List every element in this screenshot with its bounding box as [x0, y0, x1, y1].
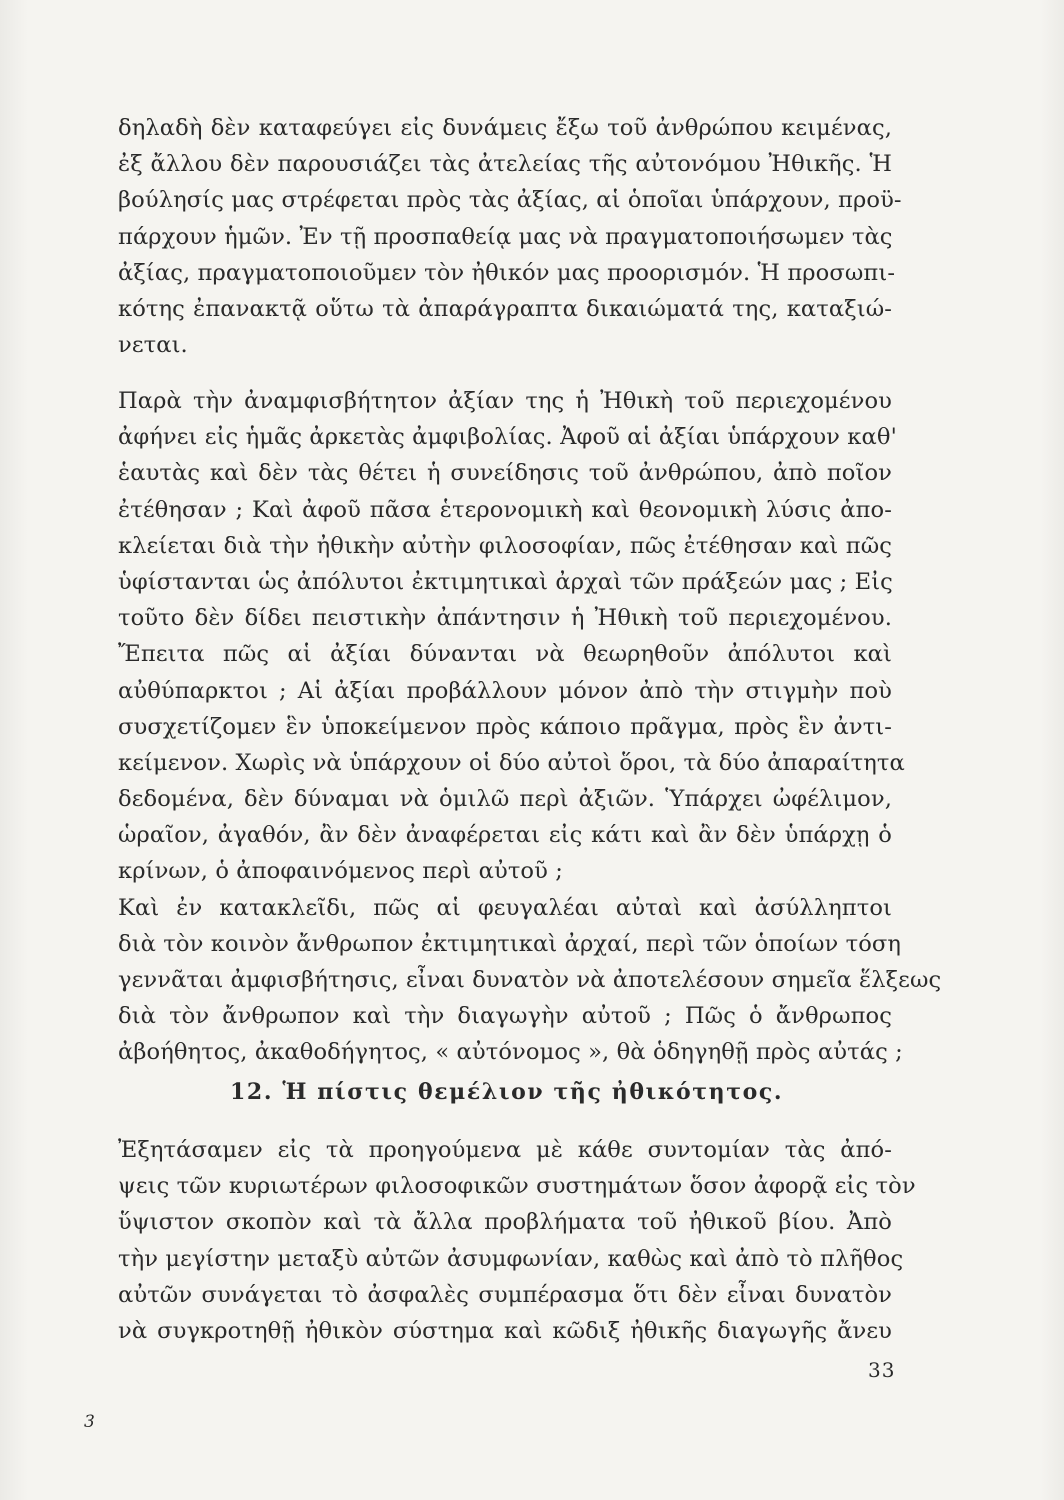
text-line: ἑαυτὰς καὶ δὲν τὰς θέτει ἡ συνείδησις τοῦ ἀνθρώπου, ἀπὸ ποῖον	[118, 460, 892, 487]
text-line: ἀβοήθητος, ἀκαθοδήγητος, « αὐτόνομος », θὰ ὁδηγηθῇ πρὸς αὐτάς ;	[118, 1039, 903, 1066]
text-line: κλείεται διὰ τὴν ἠθικὴν αὐτὴν φιλοσοφίαν, πῶς ἐτέθησαν καὶ πῶς	[118, 532, 892, 559]
text-line: τὴν μεγίστην μεταξὺ αὐτῶν ἀσυμφωνίαν, καθὼς καὶ ἀπὸ τὸ πλῆθος	[118, 1245, 904, 1272]
text-line: γεννᾶται ἀμφισβήτησις, εἶναι δυνατὸν νὰ ἀποτελέσουν σημεῖα ἕλξεως	[118, 967, 942, 993]
text-block-bottom	[118, 1132, 916, 1349]
text-line: τοῦτο δὲν δίδει πειστικὴν ἀπάντησιν ἡ Ἠθικὴ τοῦ περιεχομένου.	[118, 605, 892, 632]
text-line: ψεις τῶν κυριωτέρων φιλοσοφικῶν συστημάτων ὅσον ἀφορᾷ εἰς τὸν	[118, 1173, 916, 1200]
text-line: αὐτῶν συνάγεται τὸ ἀσφαλὲς συμπέρασμα ὅτι δὲν εἶναι δυνατὸν	[118, 1281, 892, 1308]
text-line: Παρὰ τὴν ἀναμφισβήτητον ἀξίαν της ἡ Ἠθικὴ τοῦ περιεχομένου	[118, 388, 892, 414]
text-line: βούλησίς μας στρέφεται πρὸς τὰς ἀξίας, αἱ ὁποῖαι ὑπάρχουν, προϋ-	[118, 187, 902, 214]
text-line: κότης ἐπανακτᾷ οὕτω τὰ ἀπαράγραπτα δικαιώματά της, καταξιώ-	[118, 295, 892, 322]
text-line: ὑφίστανται ὡς ἀπόλυτοι ἐκτιμητικαὶ ἀρχαὶ τῶν πράξεών μας ; Εἰς	[118, 568, 893, 595]
text-line: Ἐξητάσαμεν εἰς τὰ προηγούμενα μὲ κάθε συντομίαν τὰς ἀπό-	[118, 1137, 892, 1163]
text-line: διὰ τὸν κοινὸν ἄνθρωπον ἐκτιμητικαὶ ἀρχαί, περὶ τῶν ὁποίων τόση	[118, 930, 902, 957]
signature-mark: 3	[84, 1412, 95, 1432]
text-line: νεται.	[118, 332, 188, 359]
text-line: νὰ συγκροτηθῇ ἠθικὸν σύστημα καὶ κῶδιξ ἠθικῆς διαγωγῆς ἄνευ	[118, 1317, 892, 1344]
text-line: ὕψιστον σκοπὸν καὶ τὰ ἄλλα προβλήματα τοῦ ἠθικοῦ βίου. Ἀπὸ	[118, 1209, 892, 1236]
text-line: πάρχουν ἡμῶν. Ἐν τῇ προσπαθείᾳ μας νὰ πραγματοποιήσωμεν τὰς	[118, 223, 893, 250]
text-line: ἀξίας, πραγματοποιοῦμεν τὸν ἠθικόν μας προορισμόν. Ἡ προσωπι-	[118, 259, 896, 286]
text-line: Ἔπειτα πῶς αἱ ἀξίαι δύνανται νὰ θεωρηθοῦν ἀπόλυτοι καὶ	[118, 641, 892, 668]
text-line: ὡραῖον, ἀγαθόν, ἂν δὲν ἀναφέρεται εἰς κάτι καὶ ἂν δὲν ὑπάρχῃ ὁ	[118, 822, 892, 849]
text-line: συσχετίζομεν ἓν ὑποκείμενον πρὸς κάποιο πρᾶγμα, πρὸς ἓν ἀντι-	[118, 713, 892, 740]
page-number: 33	[868, 1358, 896, 1382]
text-line: αὐθύπαρκτοι ; Αἱ ἀξίαι προβάλλουν μόνον ἀπὸ τὴν στιγμὴν ποὺ	[118, 677, 892, 704]
text-line: δηλαδὴ δὲν καταφεύγει εἰς δυνάμεις ἔξω τοῦ ἀνθρώπου κειμένας,	[118, 115, 892, 141]
text-line: Καὶ ἐν κατακλεῖδι, πῶς αἱ φευγαλέαι αὐταὶ καὶ ἀσύλληπτοι	[118, 894, 892, 921]
text-line: ἐτέθησαν ; Καὶ ἀφοῦ πᾶσα ἑτερονομικὴ καὶ θεονομικὴ λύσις ἀπο-	[118, 496, 892, 523]
text-line: ἐξ ἄλλου δὲν παρουσιάζει τὰς ἀτελείας τῆς αὐτονόμου Ἠθικῆς. Ἡ	[118, 151, 892, 178]
text-line: ἀφήνει εἰς ἡμᾶς ἀρκετὰς ἀμφιβολίας. Ἀφοῦ αἱ ἀξίαι ὑπάρχουν καθ'	[118, 424, 897, 451]
section-heading: 12. Ἡ πίστις θεμέλιον τῆς ἠθικότητος.	[230, 1079, 784, 1105]
text-block-middle	[118, 383, 942, 1071]
text-line: διὰ τὸν ἄνθρωπον καὶ τὴν διαγωγὴν αὐτοῦ ; Πῶς ὁ ἄνθρωπος	[118, 1003, 892, 1030]
text-block-top	[118, 110, 902, 363]
text-line: κρίνων, ὁ ἀποφαινόμενος περὶ αὐτοῦ ;	[118, 858, 563, 885]
text-line: κείμενον. Χωρὶς νὰ ὑπάρχουν οἱ δύο αὐτοὶ ὅροι, τὰ δύο ἀπαραίτητα	[118, 749, 905, 776]
text-line: δεδομένα, δὲν δύναμαι νὰ ὁμιλῶ περὶ ἀξιῶν. Ὑπάρχει ὠφέλιμον,	[118, 786, 892, 813]
